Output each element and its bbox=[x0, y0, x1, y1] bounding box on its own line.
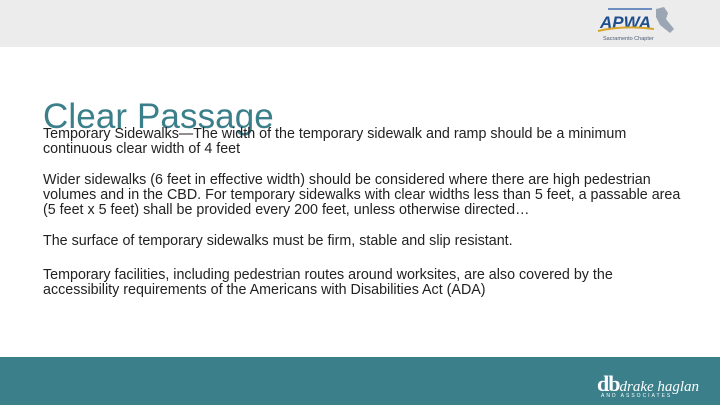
paragraph-surface: The surface of temporary sidewalks must be firm, stable and slip resistant. bbox=[43, 233, 513, 249]
footer-logo-mark: db bbox=[597, 371, 620, 396]
slide-body bbox=[43, 127, 683, 314]
footer-logo-sub: AND ASSOCIATES bbox=[601, 393, 673, 399]
apwa-logo bbox=[594, 3, 682, 45]
slide-title: Clear Passage bbox=[43, 97, 274, 137]
header-bar bbox=[0, 0, 720, 47]
apwa-logo-text: APWA bbox=[600, 13, 651, 32]
paragraph-wider-sidewalks: Wider sidewalks (6 feet in effective width) should be considered where there are high pedestrian volumes and in the CBD. For temporary sidewalks with clear widths less than 5 feet, a passable area (5 feet x 5 feet) shall be provided every 200 feet, unless otherwise directed… bbox=[43, 172, 681, 218]
apwa-logo-subtitle: Sacramento Chapter bbox=[603, 36, 654, 42]
footer-logo-name: drake haglan bbox=[619, 379, 700, 395]
paragraph-temporary-sidewalks: Temporary Sidewalks—The width of the temporary sidewalk and ramp should be a minimum continuous clear width of 4 feet bbox=[43, 126, 627, 157]
drake-haglan-logo bbox=[597, 371, 699, 397]
paragraph-ada: Temporary facilities, including pedestrian routes around worksites, are also covered by the accessibility requirements of the Americans with Disabilities Act (ADA) bbox=[43, 267, 613, 298]
